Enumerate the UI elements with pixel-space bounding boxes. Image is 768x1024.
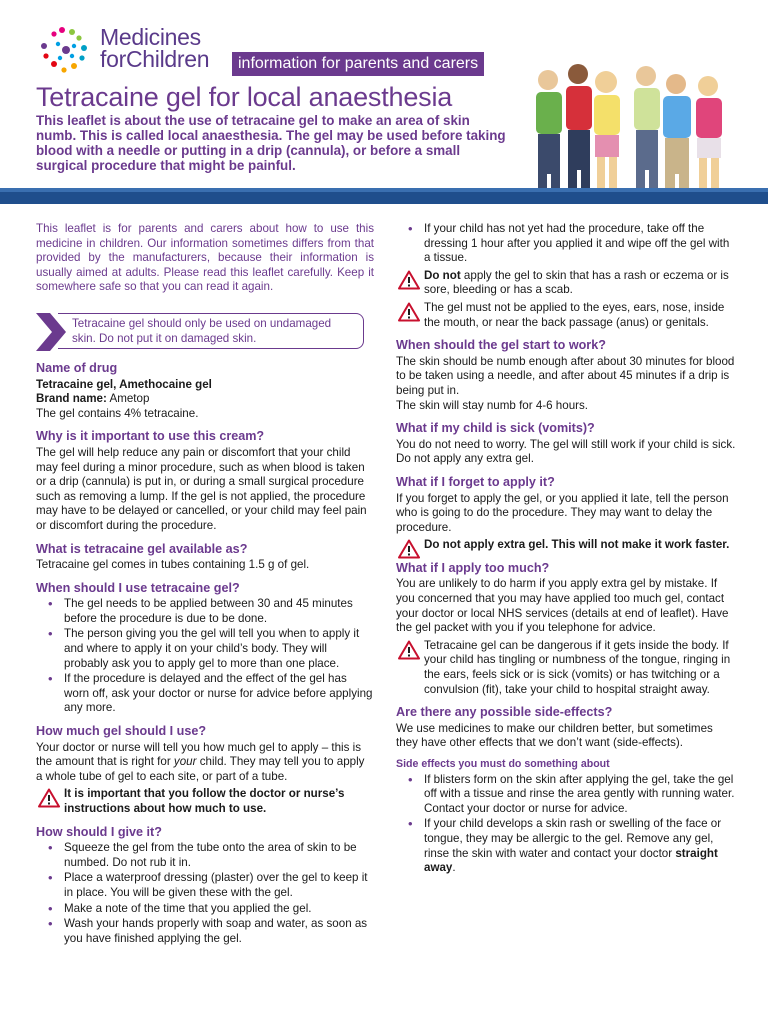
list-item: • The gel needs to be applied between 30 and 45 minutes before the procedure is due to be done. [36,597,374,626]
available-text: Tetracaine gel comes in tubes containing 1.5 g of gel. [36,558,310,572]
warning-triangle-icon [398,270,420,290]
how-much-warning [36,787,374,816]
list-item: • Place a waterproof dressing (plaster) over the gel to keep it in place. You will be given these with the gel. [36,871,374,900]
callout-box [36,313,374,353]
forget-warning-text: Do not apply extra gel. This will not make it work faster. [424,538,730,552]
side-item-2-end: . [452,861,456,875]
heading-how-much: How much gel should I use? [36,724,207,739]
eyes-warning [396,301,736,330]
brand-for: for [100,46,126,72]
side-item-2-text: If your child develops a skin rash or swelling of the face or tongue, they may be allergic to the gel. Remove any gel, rinse the skin with water and contact your doctor [424,817,722,860]
tagline-banner: information for parents and carers [232,52,484,76]
sick-text: You do not need to worry. The gel will still work if your child is sick. Do not apply any extra gel. [396,437,736,466]
brand-name [100,26,209,70]
start-text: The skin should be numb enough after about 30 minutes for blood to be taken using a needle, and after about 45 minutes if a drip is being put in. [396,354,735,397]
heading-when-use: When should I use tetracaine gel? [36,580,240,595]
side-effects-text: We use medicines to make our children better, but sometimes they have other effects that we don’t want (side-effects). [396,721,713,750]
brand-children: Children [125,46,210,72]
dressing-list [396,222,736,266]
rash-warning [396,269,736,298]
list-item: • If blisters form on the skin after applying the gel, take the gel off with a tissue and rinse the area gently with running water. Contact your doctor or nurse for advice. [396,773,736,817]
brand-name-label: Brand name: [36,392,107,406]
brand-line-1: Medicines [100,24,201,50]
too-much-warning [396,639,736,697]
left-column [36,222,374,947]
side-effects-list [396,773,736,876]
right-column [396,221,736,877]
warning-triangle-icon [398,302,420,322]
list-item: • Squeeze the gel from the tube onto the area of skin to be numbed. Do not rub it in. [36,841,374,870]
when-list [36,597,374,716]
heading-available-as: What is tetracaine gel available as? [36,541,248,556]
brand-name-line [36,392,374,407]
heading-why-important: Why is it important to use this cream? [36,429,265,444]
how-give-list [36,841,374,946]
too-much-text: You are unlikely to do harm if you apply extra gel by mistake. If you concerned that you may have applied too much gel, contact your doctor or local NHS services (details at end of leaflet). Have the gel packet with you if you telephone for advice. [396,577,729,635]
heading-forget: What if I forget to apply it? [396,474,555,489]
list-item: • If your child has not yet had the procedure, take off the dressing 1 hour after you applied it and wipe off the gel with a tissue. [396,222,736,266]
warning-triangle-icon [398,640,420,660]
side-item-2-bold: straight away [424,846,718,875]
drug-contains: The gel contains 4% tetracaine. [36,406,199,420]
heading-name-of-drug: Name of drug [36,360,118,375]
eyes-warning-text: The gel must not be applied to the eyes, ears, nose, inside the mouth, or near the back passage (anus) or genitals. [424,300,725,329]
how-much-text-b: child. They may tell you to apply a whole tube of gel to each site, or part of a tube. [36,755,365,783]
heading-how-give: How should I give it? [36,824,162,839]
forget-text: If you forget to apply the gel, or you applied it late, tell the person who is going to do the procedure. They may want to delay the procedure. [396,491,729,534]
audience-note: This leaflet is for parents and carers about how to use this medicine in children. Our information sometimes differs from that provided by the manufacturers, because their information is usually aimed at adults. Please read this leaflet carefully. Keep it somewhere safe so that you can read it again. [36,222,374,294]
heading-side-effects: Are there any possible side-effects? [396,705,613,720]
medicines-for-children-logo [36,24,96,80]
drug-name-bold: Tetracaine gel, Amethocaine gel [36,377,212,391]
heading-sick: What if my child is sick (vomits)? [396,421,595,436]
rash-warning-bold: Do not [424,268,461,282]
children-photo [522,62,768,204]
list-item: • If the procedure is delayed and the effect of the gel has worn off, ask your doctor or nurse for advice before applying any more. [36,672,374,716]
how-much-text [36,741,374,785]
intro-paragraph: This leaflet is about the use of tetracaine gel to make an area of skin numb. This is called local anaesthesia. The gel may be used before taking blood with a needle or putting in a drip (cannula), or before a small surgical procedure that might be painful. [36,113,506,173]
callout-text: Tetracaine gel should only be used on undamaged skin. Do not put it on damaged skin. [58,313,364,349]
page-title: Tetracaine gel for local anaesthesia [36,82,453,112]
header-band [0,188,768,204]
how-much-warning-text: It is important that you follow the doctor or nurse’s instructions about how much to use. [64,787,345,815]
rash-warning-text: apply the gel to skin that has a rash or eczema or is sore, bleeding or has a scab. [424,268,729,297]
list-item: • Wash your hands properly with soap and water, as soon as you have finished applying the gel. [36,917,374,946]
why-text: The gel will help reduce any pain or discomfort that your child may feel during a minor procedure, such as when blood is taken or a drip (cannula) is put in, or during a small surgical procedure such as removing a lump. If the gel is not applied, the procedure may have to be delayed or cancelled, or your child may feel pain or discomfort during the procedure. [36,445,367,532]
how-much-text-a: Your doctor or nurse will tell you how much gel to apply – this is the amount that is right for [36,740,362,769]
list-item: • Make a note of the time that you applied the gel. [36,902,374,917]
how-much-text-em: your [173,755,197,769]
heading-too-much: What if I apply too much? [396,560,550,575]
drug-name [36,378,374,393]
forget-warning [396,538,736,553]
brand-name-value: Ametop [106,392,150,406]
list-item [396,817,736,875]
list-item: • The person giving you the gel will tell you when to apply it and where to apply it on your child’s body. They will probably ask you to apply gel to more than one place. [36,627,374,671]
warning-triangle-icon [398,539,420,559]
warning-triangle-icon [38,788,60,808]
start-text-2: The skin will stay numb for 4-6 hours. [396,398,589,412]
heading-start-work: When should the gel start to work? [396,338,606,353]
side-effects-subheading: Side effects you must do something about [396,758,610,770]
too-much-warning-text: Tetracaine gel can be dangerous if it gets inside the body. If your child has tingling or numbness of the tongue, ringing in the ears, feels sick or is sick (vomits) or has twitching or a convulsion (fit), take your child to hospital straight away. [424,638,731,696]
